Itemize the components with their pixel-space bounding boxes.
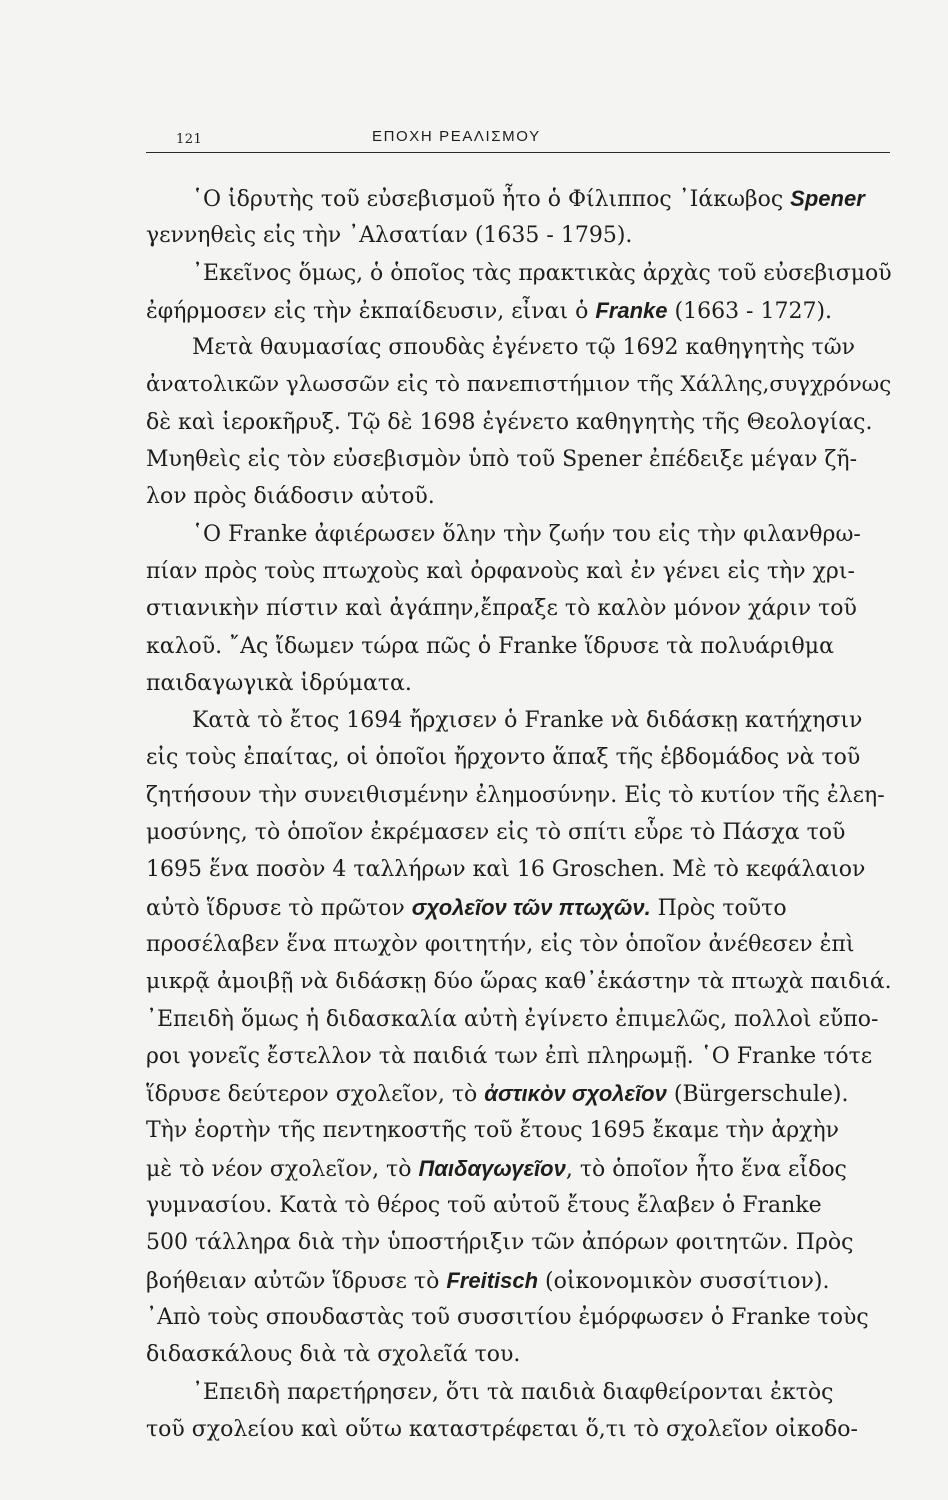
page-number: 121 bbox=[176, 132, 203, 147]
text-span: μικρᾷ ἀμοιβῇ νὰ διδάσκῃ δύο ὥρας καθ᾿ἑκάστην τὰ πτωχὰ παιδιά. bbox=[146, 969, 892, 995]
text-span: μὲ τὸ νέον σχολεῖον, τὸ bbox=[146, 1156, 419, 1182]
text-span: δὲ καὶ ἱεροκῆρυξ. Τῷ δὲ 1698 ἐγένετο καθηγητὴς τῆς Θεολογίας. bbox=[146, 409, 873, 435]
header-rule bbox=[146, 152, 890, 153]
text-span: Μυηθεὶς εἰς τὸν εὐσεβισμὸν ὑπὸ τοῦ Spener ἐπέδειξε μέγαν ζῆ- bbox=[146, 447, 858, 473]
text-span: 1695 ἕνα ποσὸν 4 ταλλήρων καὶ 16 Groschen. Μὲ τὸ κεφάλαιον bbox=[146, 857, 866, 883]
text-line bbox=[146, 1411, 892, 1448]
text-span: πίαν πρὸς τοὺς πτωχοὺς καὶ ὀρφανοὺς καὶ ἐν γένει εἰς τὴν χρι- bbox=[146, 558, 855, 584]
text-line bbox=[146, 1262, 892, 1299]
text-line bbox=[146, 1187, 892, 1224]
text-span: ἀνατολικῶν γλωσσῶν εἰς τὸ πανεπιστήμιον τῆς Χάλλης,συγχρόνως bbox=[146, 372, 892, 398]
text-span: ᾿Επειδὴ ὅμως ἡ διδασκαλία αὐτὴ ἐγίνετο ἐπιμελῶς, πολλοὶ εὔπο- bbox=[146, 1006, 879, 1032]
text-span: ζητήσουν τὴν συνειθισμένην ἐλημοσύνην. Εἰς τὸ κυτίον τῆς ἐλεη- bbox=[146, 782, 885, 808]
text-line bbox=[146, 889, 892, 926]
text-span: καλοῦ. ῎Ας ἴδωμεν τώρα πῶς ὁ Franke ἵδρυσε τὰ πολυάριθμα bbox=[146, 633, 834, 659]
text-line bbox=[146, 665, 892, 702]
text-span: ῾Ο ἱδρυτὴς τοῦ εὐσεβισμοῦ ἦτο ὁ Φίλιππος ᾿Ιάκωβος bbox=[192, 187, 791, 212]
text-line bbox=[146, 851, 892, 888]
emphasized-text: ἀστικὸν σχολεῖον bbox=[484, 1081, 667, 1107]
text-line bbox=[146, 814, 892, 851]
text-span: , τὸ ὁποῖον ἦτο ἕνα εἶδος bbox=[565, 1156, 847, 1182]
text-span: 500 τάλληρα διὰ τὴν ὑποστήριξιν τῶν ἀπόρων φοιτητῶν. Πρὸς bbox=[146, 1230, 854, 1256]
page-header bbox=[146, 128, 888, 152]
text-line bbox=[146, 1374, 892, 1411]
text-line bbox=[146, 1299, 892, 1336]
text-span: εἰς τοὺς ἐπαίτας, οἱ ὁποῖοι ἤρχοντο ἅπαξ τῆς ἑβδομάδος νὰ τοῦ bbox=[146, 745, 861, 771]
emphasized-text: Franke bbox=[595, 297, 668, 323]
text-span: τοῦ σχολείου καὶ οὕτω καταστρέφεται ὅ,τι τὸ σχολεῖον οἰκοδο- bbox=[146, 1416, 858, 1442]
text-line bbox=[146, 553, 892, 590]
text-line bbox=[146, 255, 892, 292]
text-span: ᾿Επειδὴ παρετήρησεν, ὅτι τὰ παιδιὰ διαφθείρονται ἐκτὸς bbox=[192, 1379, 834, 1405]
text-span: παιδαγωγικὰ ἱδρύματα. bbox=[146, 670, 412, 696]
text-line bbox=[146, 516, 892, 553]
emphasized-text: Παιδαγωγεῖον bbox=[418, 1155, 566, 1181]
text-span: Τὴν ἑορτὴν τῆς πεντηκοστῆς τοῦ ἔτους 1695 ἔκαμε τὴν ἀρχὴν bbox=[146, 1118, 840, 1144]
text-span: (οἰκονομικὸν συσσίτιον). bbox=[538, 1268, 830, 1294]
text-line bbox=[146, 292, 892, 329]
text-span: ᾿Εκεῖνος ὅμως, ὁ ὁποῖος τὰς πρακτικὰς ἀρχὰς τοῦ εὐσεβισμοῦ bbox=[192, 260, 892, 286]
text-line bbox=[146, 1112, 892, 1149]
text-line bbox=[146, 366, 892, 403]
text-line bbox=[146, 1001, 892, 1038]
text-span: ροι γονεῖς ἔστελλον τὰ παιδιά των ἐπὶ πληρωμῇ. ῾Ο Franke τότε bbox=[146, 1043, 873, 1069]
text-line bbox=[146, 217, 892, 254]
text-line bbox=[146, 441, 892, 478]
text-span: διδασκάλους διὰ τὰ σχολεῖά του. bbox=[146, 1342, 521, 1368]
text-line bbox=[146, 739, 892, 776]
text-span: βοήθειαν αὐτῶν ἵδρυσε τὸ bbox=[146, 1268, 447, 1294]
text-span: ᾿Απὸ τοὺς σπουδαστὰς τοῦ συσσιτίου ἐμόρφωσεν ὁ Franke τοὺς bbox=[146, 1304, 869, 1330]
text-span: λον πρὸς διάδοσιν αὐτοῦ. bbox=[146, 484, 435, 510]
text-span: γυμνασίου. Κατὰ τὸ θέρος τοῦ αὐτοῦ ἔτους ἔλαβεν ὁ Franke bbox=[146, 1193, 822, 1219]
text-line bbox=[146, 1038, 892, 1075]
text-span: ἵδρυσε δεύτερον σχολεῖον, τὸ bbox=[146, 1082, 485, 1108]
text-span: Πρὸς τοῦτο bbox=[650, 895, 787, 921]
text-line bbox=[146, 590, 892, 627]
text-line bbox=[146, 1075, 892, 1112]
running-title: ΕΠΟΧΗ ΡΕΑΛΙΣΜΟΥ bbox=[372, 128, 541, 145]
text-line bbox=[146, 329, 892, 366]
text-line bbox=[146, 404, 892, 441]
text-span: ἐφήρμοσεν εἰς τὴν ἐκπαίδευσιν, εἶναι ὁ bbox=[146, 298, 596, 324]
text-span: μοσύνης, τὸ ὁποῖον ἐκρέμασεν εἰς τὸ σπίτι εὗρε τὸ Πάσχα τοῦ bbox=[146, 820, 846, 846]
text-line bbox=[146, 777, 892, 814]
text-span: γεννηθεὶς εἰς τὴν ᾿Αλσατίαν (1635 - 1795). bbox=[146, 223, 633, 249]
text-line bbox=[146, 926, 892, 963]
text-span: στιανικὴν πίστιν καὶ ἀγάπην,ἔπραξε τὸ καλὸν μόνον χάριν τοῦ bbox=[146, 596, 857, 622]
text-line bbox=[146, 963, 892, 1000]
text-span: αὐτὸ ἵδρυσε τὸ πρῶτον bbox=[146, 895, 412, 921]
text-span: Μετὰ θαυμασίας σπουδὰς ἐγένετο τῷ 1692 καθηγητὴς τῶν bbox=[192, 335, 856, 361]
text-span: (1663 - 1727). bbox=[667, 298, 833, 324]
text-span: (Bürgerschule). bbox=[666, 1082, 849, 1108]
text-line bbox=[146, 478, 892, 515]
text-line bbox=[146, 1224, 892, 1261]
emphasized-text: σχολεῖον τῶν πτωχῶν. bbox=[411, 894, 651, 920]
text-line bbox=[146, 180, 892, 217]
text-line bbox=[146, 702, 892, 739]
text-span: ῾Ο Franke ἀφιέρωσεν ὅλην τὴν ζωήν του εἰς τὴν φιλανθρω- bbox=[192, 521, 861, 547]
text-span: προσέλαβεν ἕνα πτωχὸν φοιτητήν, εἰς τὸν ὁποῖον ἀνέθεσεν ἐπὶ bbox=[146, 931, 855, 957]
text-line bbox=[146, 1150, 892, 1187]
emphasized-text: Spener bbox=[790, 186, 865, 211]
emphasized-text: Freitisch bbox=[446, 1267, 539, 1293]
body-text bbox=[146, 180, 892, 1448]
text-line bbox=[146, 628, 892, 665]
text-span: Κατὰ τὸ ἔτος 1694 ἤρχισεν ὁ Franke νὰ διδάσκῃ κατήχησιν bbox=[192, 708, 863, 734]
text-line bbox=[146, 1336, 892, 1373]
